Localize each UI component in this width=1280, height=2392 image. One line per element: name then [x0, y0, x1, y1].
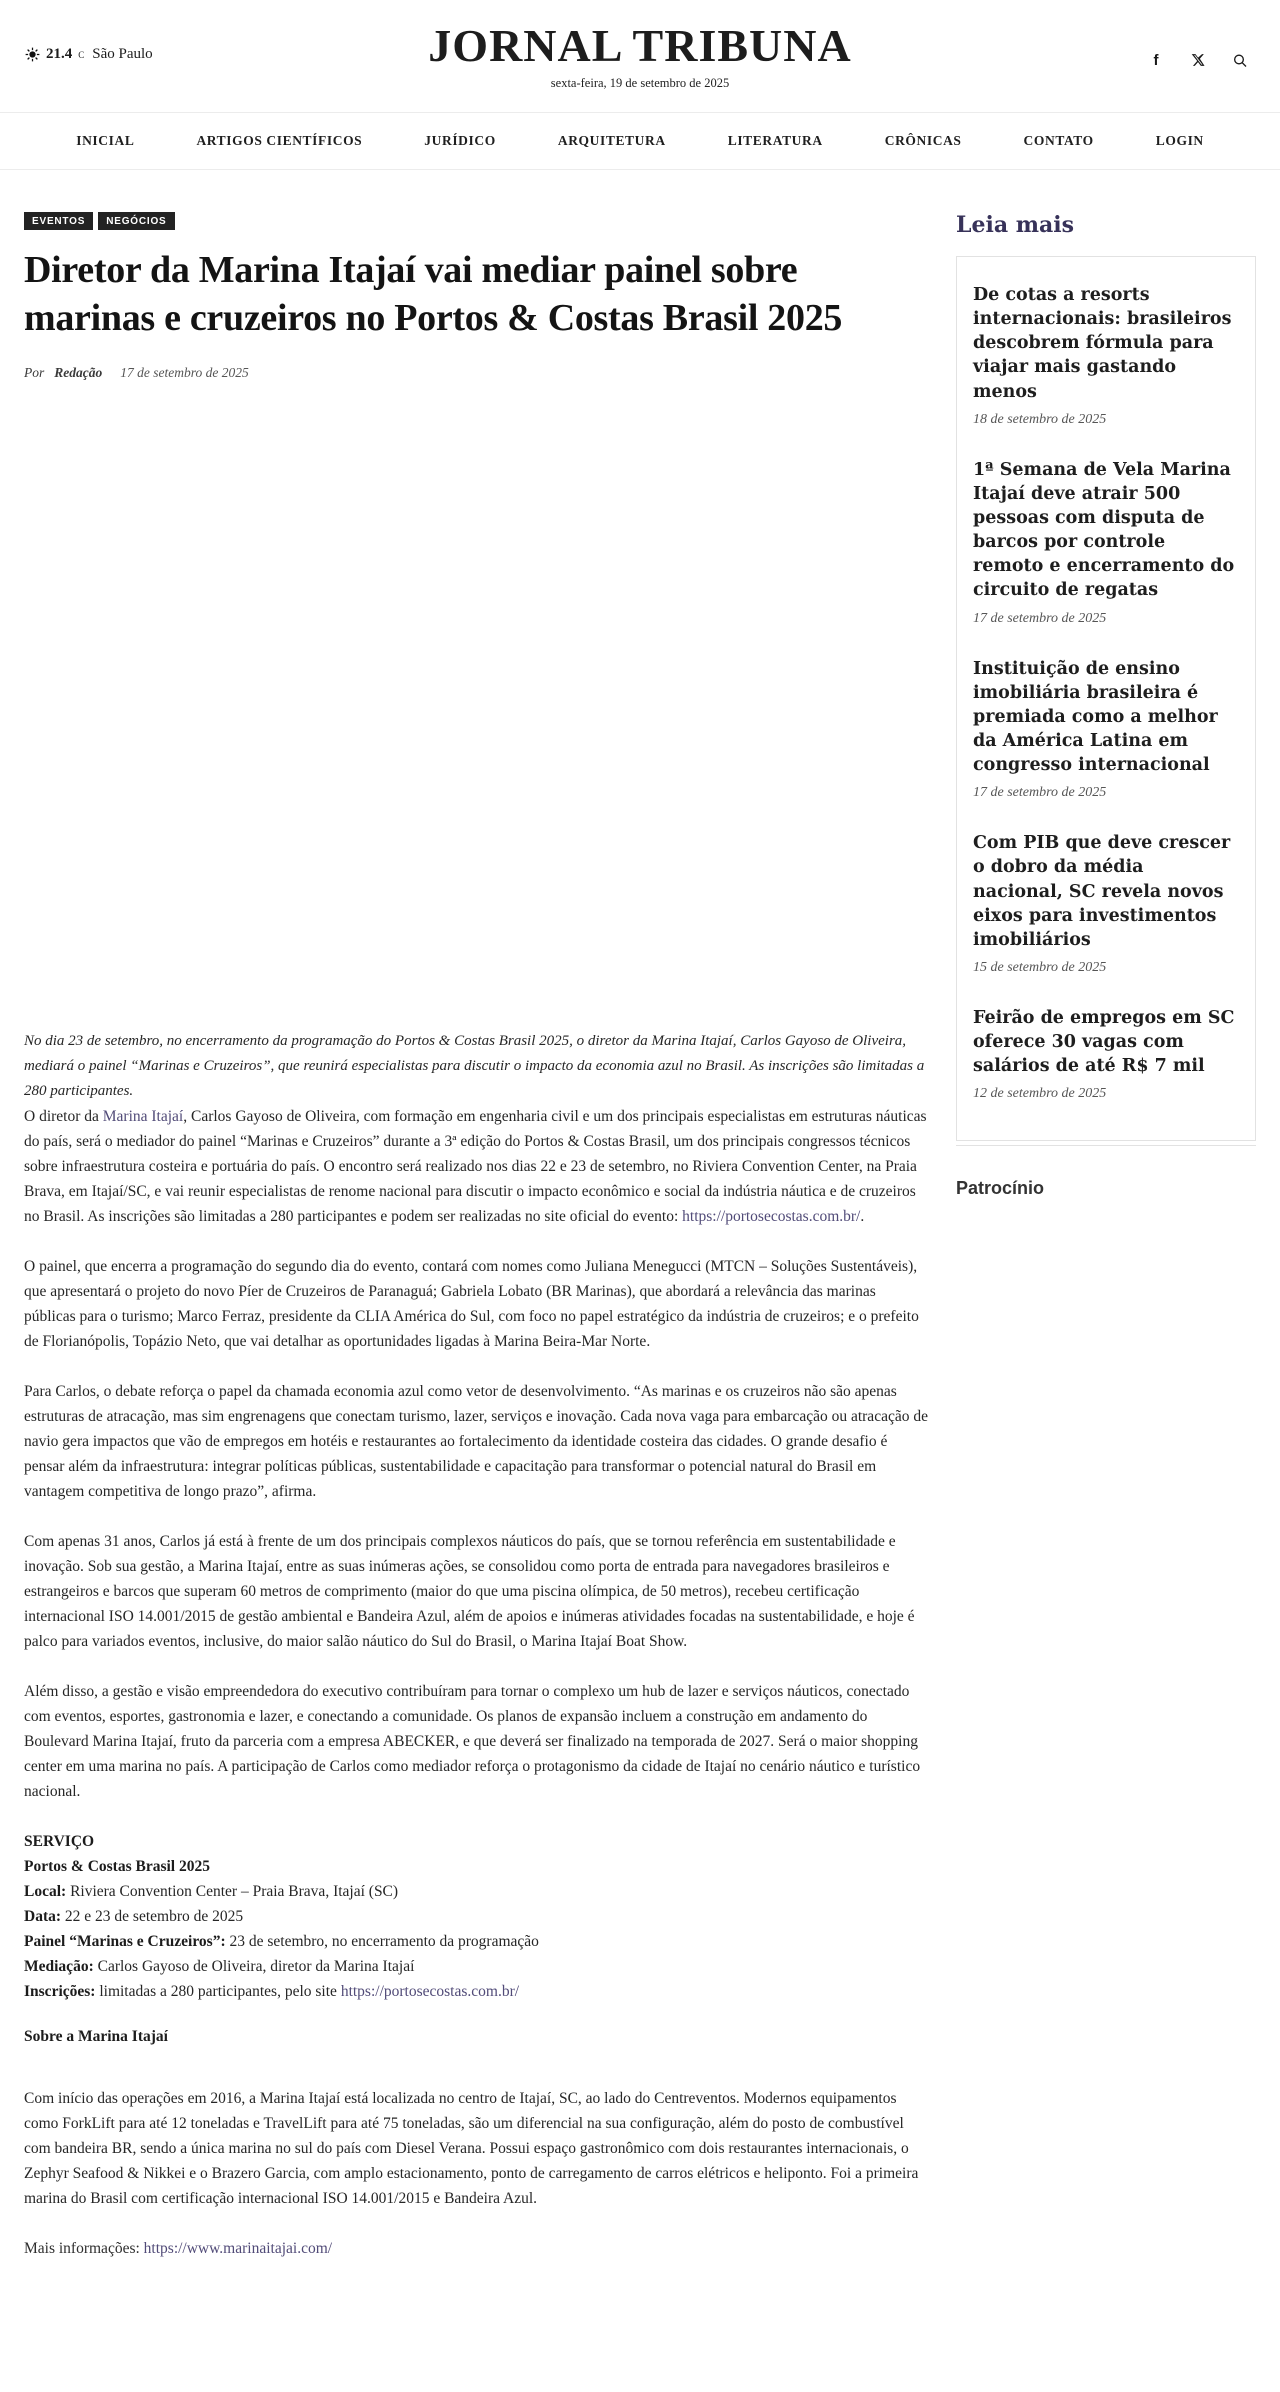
article-column — [24, 212, 928, 2261]
weather-widget — [25, 46, 153, 63]
featured-image-placeholder — [24, 389, 928, 1029]
nav-item-cronicas[interactable]: CRÔNICAS — [884, 133, 962, 148]
service-line: Inscrições: limitadas a 280 participantes, pelo site https://portosecostas.com.br/ — [24, 1982, 520, 2000]
service-label: Portos & Costas Brasil 2025 — [24, 1857, 210, 1875]
article-title: Diretor da Marina Itajaí vai mediar painel sobre marinas e cruzeiros no Portos & Costas Brasil 2025 — [24, 249, 843, 340]
related-article-date: 17 de setembro de 2025 — [973, 785, 1107, 801]
article-paragraph — [24, 1254, 928, 1354]
inline-link[interactable]: https://portosecostas.com.br/ — [682, 1207, 861, 1225]
related-article-link[interactable]: Instituição de ensino imobiliária brasileira é premiada como a melhor da América Latina em congresso internacional — [973, 658, 1218, 776]
byline-author[interactable]: Redação — [54, 364, 103, 380]
paragraph-text: No dia 23 de setembro, no encerramento da programação do Portos & Costas Brasil 2025, o diretor da Marina Itajaí, Carlos Gayoso de Oliveira, mediará o painel “Marinas e Cruzeiros”, que reunirá especialistas para discutir o impacto da economia azul no Brasil. As inscrições são limitadas a 280 participantes. — [24, 1032, 925, 1099]
service-label: Mediação: — [24, 1957, 94, 1975]
site-title[interactable]: JORNAL TRIBUNA — [428, 20, 852, 71]
article-paragraph — [24, 1529, 928, 1654]
paragraph-text: . — [860, 1207, 865, 1225]
search-icon[interactable] — [1232, 52, 1248, 68]
paragraph-text: Para Carlos, o debate reforça o papel da chamada economia azul como vetor de desenvolvimento. “As marinas e os cruzeiros não são apenas estruturas de atracação, mas sim engrenagens que conectam turismo, lazer, serviços e inovação. Cada nova vaga para embarcação ou atracação de navio gera impactos que vão de empregos em hotéis e restaurantes ao fortalecimento da identidade costeira das cidades. O grande desafio é pensar além da infraestrutura: integrar políticas públicas, sustentabilidade e capacitação para transformar o potencial natural do Brasil em vantagem competitiva de longo prazo”, afirma. — [24, 1382, 928, 1500]
related-article-link[interactable]: 1ª Semana de Vela Marina Itajaí deve atrair 500 pessoas com disputa de barcos por controle remoto e encerramento do circuito de regatas — [973, 459, 1235, 601]
service-label: Inscrições: — [24, 1982, 96, 2000]
main-nav — [0, 112, 1280, 170]
more-info-line — [24, 2236, 928, 2261]
nav-item-arquitetura[interactable]: ARQUITETURA — [557, 133, 666, 148]
masthead — [0, 0, 1280, 91]
related-article-date: 15 de setembro de 2025 — [973, 959, 1107, 975]
paragraph-text: O diretor da — [24, 1107, 103, 1125]
list-item — [973, 458, 1239, 627]
weather-city: São Paulo — [92, 46, 153, 62]
byline-prefix: Por — [24, 364, 45, 380]
x-twitter-icon[interactable] — [1190, 52, 1206, 68]
list-item — [973, 657, 1239, 802]
paragraph-text: Com apenas 31 anos, Carlos já está à frente de um dos principais complexos náuticos do país, que se tornou referência em sustentabilidade e inovação. Sob sua gestão, a Marina Itajaí, entre as suas inúmeras ações, se consolidou como porta de entrada para navegadores brasileiros e estrangeiros e barcos que superam 60 metros de comprimento (maior do que uma piscina olímpica, de 50 metros), recebeu certificação internacional ISO 14.001/2015 de gestão ambiental e Bandeira Azul, além de apoios e inúmeras atividades focadas na sustentabilidade, e hoje é palco para variados eventos, inclusive, do maior salão náutico do Sul do Brasil, o Marina Itajaí Boat Show. — [24, 1532, 915, 1650]
read-more-box — [956, 256, 1256, 1141]
article-paragraph — [24, 1379, 928, 1504]
more-info-label: Mais informações: — [24, 2239, 144, 2257]
related-article-date: 17 de setembro de 2025 — [973, 610, 1107, 626]
paragraph-text: O painel, que encerra a programação do segundo dia do evento, contará com nomes como Juliana Menegucci (MTCN – Soluções Sustentáveis), que apresentará o projeto do novo Píer de Cruzeiros de Paranaguá; Gabriela Lobato (BR Marinas), que abordará a relevância das marinas públicas para o turismo; Marco Ferraz, presidente da CLIA América do Sul, com foco no papel estratégico da indústria de cruzeiros; e o prefeito de Florianópolis, Topázio Neto, que vai detalhar as oportunidades ligadas à Marina Beira-Mar Norte. — [24, 1257, 919, 1350]
related-article-date: 12 de setembro de 2025 — [973, 1086, 1107, 1102]
service-line: Mediação: Carlos Gayoso de Oliveira, diretor da Marina Itajaí — [24, 1957, 415, 1975]
weather-temp: 21.4 — [46, 46, 73, 62]
paragraph-text: , Carlos Gayoso de Oliveira, com formação em engenharia civil e um dos principais especialistas em estruturas náuticas do país, será o mediador do painel “Marinas e Cruzeiros” durante a 3ª edição do Portos & Costas Brasil, um dos principais congressos técnicos sobre infraestrutura costeira e portuária do país. O encontro será realizado nos dias 22 e 23 de setembro, no Riviera Convention Center, na Praia Brava, em Itajaí/SC, e vai reunir especialistas de renome nacional para discutir o impacto econômico e social da indústria náutica e de cruzeiros no Brasil. As inscrições são limitadas a 280 participantes e podem ser realizadas no site oficial do evento: — [24, 1107, 927, 1225]
more-info-link[interactable]: https://www.marinaitajai.com/ — [143, 2239, 333, 2257]
content-area — [24, 170, 1256, 2261]
service-block — [24, 1829, 928, 2004]
facebook-icon[interactable]: f — [1153, 51, 1159, 69]
service-label: Data: — [24, 1907, 62, 1925]
nav-item-inicial[interactable]: INICIAL — [76, 133, 135, 148]
sidebar — [956, 212, 1256, 2261]
service-label: Local: — [24, 1882, 67, 1900]
service-line: Local: Riviera Convention Center – Praia Brava, Itajaí (SC) — [24, 1882, 399, 1900]
service-line — [24, 1829, 928, 1854]
about-body — [24, 2086, 928, 2211]
inline-link[interactable]: https://portosecostas.com.br/ — [340, 1982, 520, 2000]
service-line: Data: 22 e 23 de setembro de 2025 — [24, 1907, 244, 1925]
service-line: Painel “Marinas e Cruzeiros”: 23 de setembro, no encerramento da programação — [24, 1932, 539, 1950]
service-label: Painel “Marinas e Cruzeiros”: — [24, 1932, 226, 1950]
tag-negocios[interactable]: NEGÓCIOS — [98, 212, 174, 230]
list-item — [973, 831, 1239, 976]
read-more-heading: Leia mais — [956, 212, 1075, 238]
article-paragraph — [24, 1029, 928, 1104]
about-paragraph: Com início das operações em 2016, a Marina Itajaí está localizada no centro de Itajaí, SC, ao lado do Centreventos. Modernos equipamentos como ForkLift para até 12 toneladas e TravelLift para até 75 toneladas, são um diferencial na sua configuração, além do posto de combustível com bandeira BR, sendo a única marina no sul do país com Diesel Verana. Possui espaço gastronômico com dois restaurantes internacionais, o Zephyr Seafood & Nikkei e o Brazero Garcia, com amplo estacionamento, ponto de carregamento de carros elétricos e heliponto. Foi a primeira marina do Brasil com certificação internacional ISO 14.001/2015 e Bandeira Azul. — [24, 2089, 919, 2207]
tag-eventos[interactable]: EVENTOS — [24, 212, 93, 230]
article-body — [24, 1029, 928, 1804]
site-date: sexta-feira, 19 de setembro de 2025 — [550, 76, 730, 91]
service-line — [24, 1854, 928, 1879]
byline-date: 17 de setembro de 2025 — [120, 364, 249, 380]
article-paragraph — [24, 1104, 928, 1229]
list-item — [973, 1006, 1239, 1102]
nav-item-login[interactable]: LOGIN — [1155, 133, 1204, 148]
article-paragraph — [24, 1679, 928, 1804]
inline-link[interactable]: Marina Itajaí — [102, 1107, 184, 1125]
about-heading: Sobre a Marina Itajaí — [24, 2027, 168, 2045]
nav-item-artigos-cientificos[interactable]: ARTIGOS CIENTÍFICOS — [196, 133, 363, 148]
sponsor-heading: Patrocínio — [956, 1178, 1045, 1199]
list-item — [973, 283, 1239, 428]
sidebar-divider — [956, 1145, 1256, 1146]
top-bar — [0, 0, 1280, 112]
nav-item-juridico[interactable]: JURÍDICO — [424, 133, 496, 148]
service-label: SERVIÇO — [24, 1832, 95, 1850]
social-links — [1148, 52, 1248, 68]
related-article-date: 18 de setembro de 2025 — [973, 411, 1107, 427]
article-byline — [24, 365, 928, 381]
weather-unit: C — [78, 49, 85, 60]
related-article-link[interactable]: Com PIB que deve crescer o dobro da média nacional, SC revela novos eixos para investimentos imobiliários — [973, 833, 1231, 950]
paragraph-text: Além disso, a gestão e visão empreendedora do executivo contribuíram para tornar o complexo um hub de lazer e serviços náuticos, conectado com eventos, esportes, gastronomia e lazer, e conectando a comunidade. Os planos de expansão incluem a construção em andamento do Boulevard Marina Itajaí, fruto da parceria com a empresa ABECKER, e que deverá ser finalizado na temporada de 2027. Será o maior shopping center em uma marina no país. A participação de Carlos como mediador reforça o protagonismo da cidade de Itajaí no cenário náutico e turístico nacional. — [24, 1682, 921, 1800]
related-article-link[interactable]: Feirão de empregos em SC oferece 30 vagas com salários de até R$ 7 mil — [973, 1007, 1235, 1077]
article-tags — [24, 212, 928, 230]
sun-icon — [25, 47, 40, 62]
nav-item-contato[interactable]: CONTATO — [1023, 133, 1094, 148]
related-article-link[interactable]: De cotas a resorts internacionais: brasileiros descobrem fórmula para viajar mais gastando menos — [973, 285, 1232, 402]
nav-item-literatura[interactable]: LITERATURA — [727, 133, 823, 148]
